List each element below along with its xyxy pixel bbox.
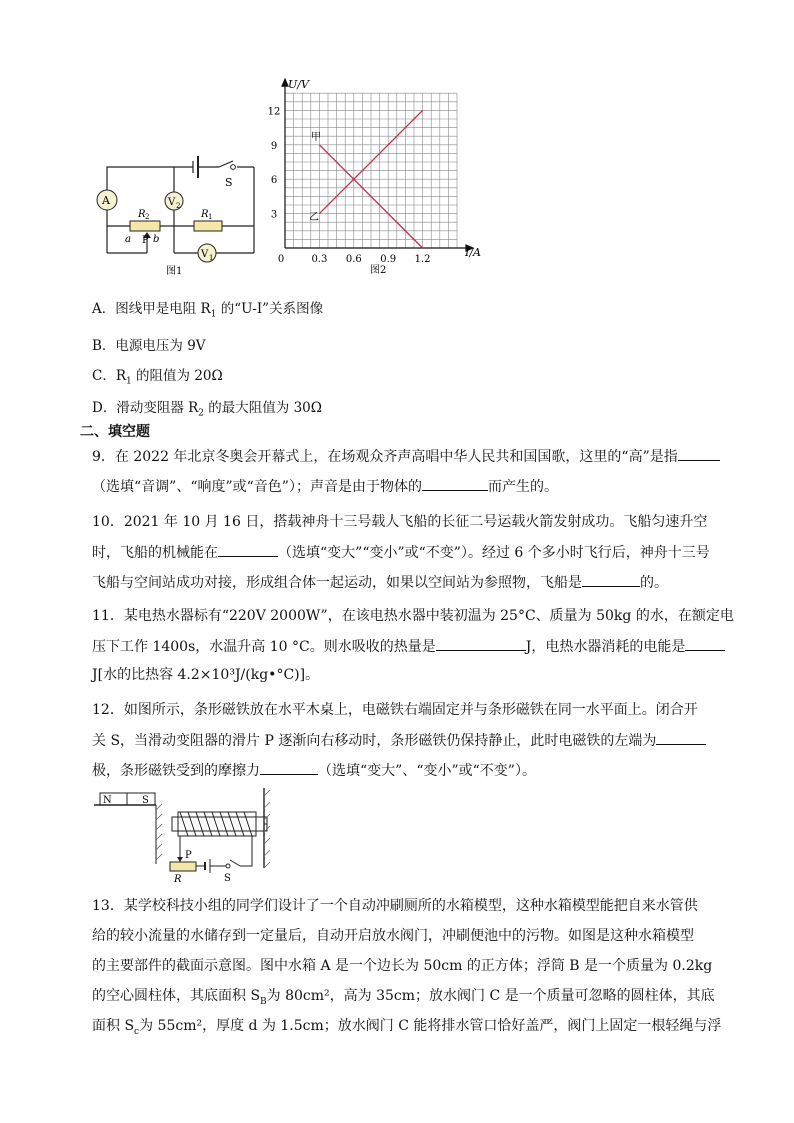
v1-sub: 1	[209, 254, 214, 262]
r2-sub: 2	[145, 213, 150, 221]
r1-label: R	[201, 209, 209, 220]
v2-sub: 2	[176, 202, 181, 210]
q12-line3: 极，条形磁铁受到的摩擦力 （选填“变大”、“变小”或“不变”）。	[92, 760, 536, 781]
q11-line3: J[水的比热容 4.2×10³J/(kg•°C)]。	[92, 667, 320, 683]
q13-line1: 13．某学校科技小组的同学们设计了一个自动冲刷厕所的水箱模型，这种水箱模型能把自来水管供	[92, 898, 698, 914]
series-yi-label: 乙	[309, 212, 319, 223]
electromagnet-figure	[92, 786, 282, 886]
x-tick-label: 0.9	[380, 254, 397, 265]
switch-s-label-2: S	[224, 873, 231, 884]
x-tick-label: 0.3	[311, 254, 328, 265]
slider-p-label-2: P	[185, 850, 192, 861]
y-tick-label: 3	[270, 209, 278, 221]
magnet-s-label: S	[142, 795, 149, 806]
ui-graph-figure-2	[267, 74, 490, 284]
r2-label: R	[138, 209, 146, 220]
magnet-n-label: N	[103, 795, 112, 806]
y-tick-label: 12	[267, 106, 281, 118]
q11-line1: 11．某电热水器标有“220V 2000W”，在该电热水器中装初温为 25°C、质量为 50kg 的水，在额定电	[92, 608, 734, 624]
figure1-caption: 图1	[166, 266, 183, 277]
q10-line3: 飞船与空间站成功对接，形成组合体一起运动，如果以空间站为参照物，飞船是 的。	[92, 572, 668, 593]
q13-line3: 的主要部件的截面示意图。图中水箱 A 是一个边长为 50cm 的正方体；浮筒 B 是一个质量为 0.2kg	[92, 958, 713, 974]
ammeter-label: A	[102, 194, 110, 207]
section-heading: 二、填空题	[80, 424, 150, 440]
option-c: C．$R_1$ 的阻值为 20Ω	[92, 368, 223, 387]
y-tick-label: 9	[270, 140, 278, 152]
y-tick-label: 6	[270, 175, 278, 187]
y-axis-label: U/V	[288, 78, 309, 91]
option-d: D．滑动变阻器 $R_2$ 的最大阻值为 30Ω	[92, 400, 322, 419]
x-tick-label: 0.6	[345, 254, 362, 265]
q12-line1: 12．如图所示，条形磁铁放在水平木桌上，电磁铁右端固定并与条形磁铁在同一水平面上。闭合开	[92, 702, 698, 718]
switch-label: S	[225, 176, 233, 189]
q12-line2: 关 S，当滑动变阻器的滑片 P 逐渐向右移动时，条形磁铁仍保持静止，此时电磁铁的左端为	[92, 730, 706, 751]
v2-label: V	[168, 197, 176, 208]
rheostat-r-label: R	[174, 874, 182, 885]
r1-sub: 1	[208, 213, 213, 221]
end-b-label: b	[153, 234, 160, 245]
option-a: A．图线甲是电阻 $R_1$ 的“U-I”关系图像	[92, 301, 324, 320]
q10-line1: 10．2021 年 10 月 16 日，搭载神舟十三号载人飞船的长征二号运载火箭发射成功。飞船匀速升空	[92, 514, 708, 530]
q13-line4: 的空心圆柱体，其底面积 $S_B$为 80cm²，高为 35cm；放水阀门 C 是一个质量可忽略的圆柱体，其底	[92, 988, 715, 1007]
end-a-label: a	[125, 234, 131, 245]
q10-line2: 时，飞船的机械能在 （选填“变大”“变小”或“不变”）。经过 6 个多小时飞行后，神舟十三号	[92, 542, 710, 563]
v1-label: V	[201, 249, 209, 260]
circuit-figure-1	[92, 150, 267, 280]
x-axis-label: I/A	[465, 246, 481, 259]
q9-line1: 9．在 2022 年北京冬奥会开幕式上，在场观众齐声高唱中华人民共和国国歌，这里的“高”是指	[92, 446, 720, 467]
q11-line2: 压下工作 1400s，水温升高 10 °C。则水吸收的热量是 J，电热水器消耗的电能是	[92, 636, 725, 657]
q9-line2: （选填“音调”、“响度”或“音色”）；声音是由于物体的 而产生的。	[92, 476, 558, 497]
figure2-caption: 图2	[370, 265, 387, 276]
x-tick-label: 0	[277, 254, 285, 265]
option-b: B．电源电压为 9V	[92, 338, 206, 354]
x-tick-label: 1.2	[414, 254, 431, 265]
slider-p-label: P	[142, 235, 149, 246]
series-jia-label: 甲	[311, 132, 321, 143]
q13-line2: 给的较小流量的水储存到一定量后，自动开启放水阀门，冲刷便池中的污物。如图是这种水箱模型	[92, 928, 694, 944]
q13-line5: 面积 $S_c$为 55cm²，厚度 d 为 1.5cm；放水阀门 C 能将排水管口恰好盖严，阀门上固定一根轻绳与浮	[92, 1018, 722, 1037]
